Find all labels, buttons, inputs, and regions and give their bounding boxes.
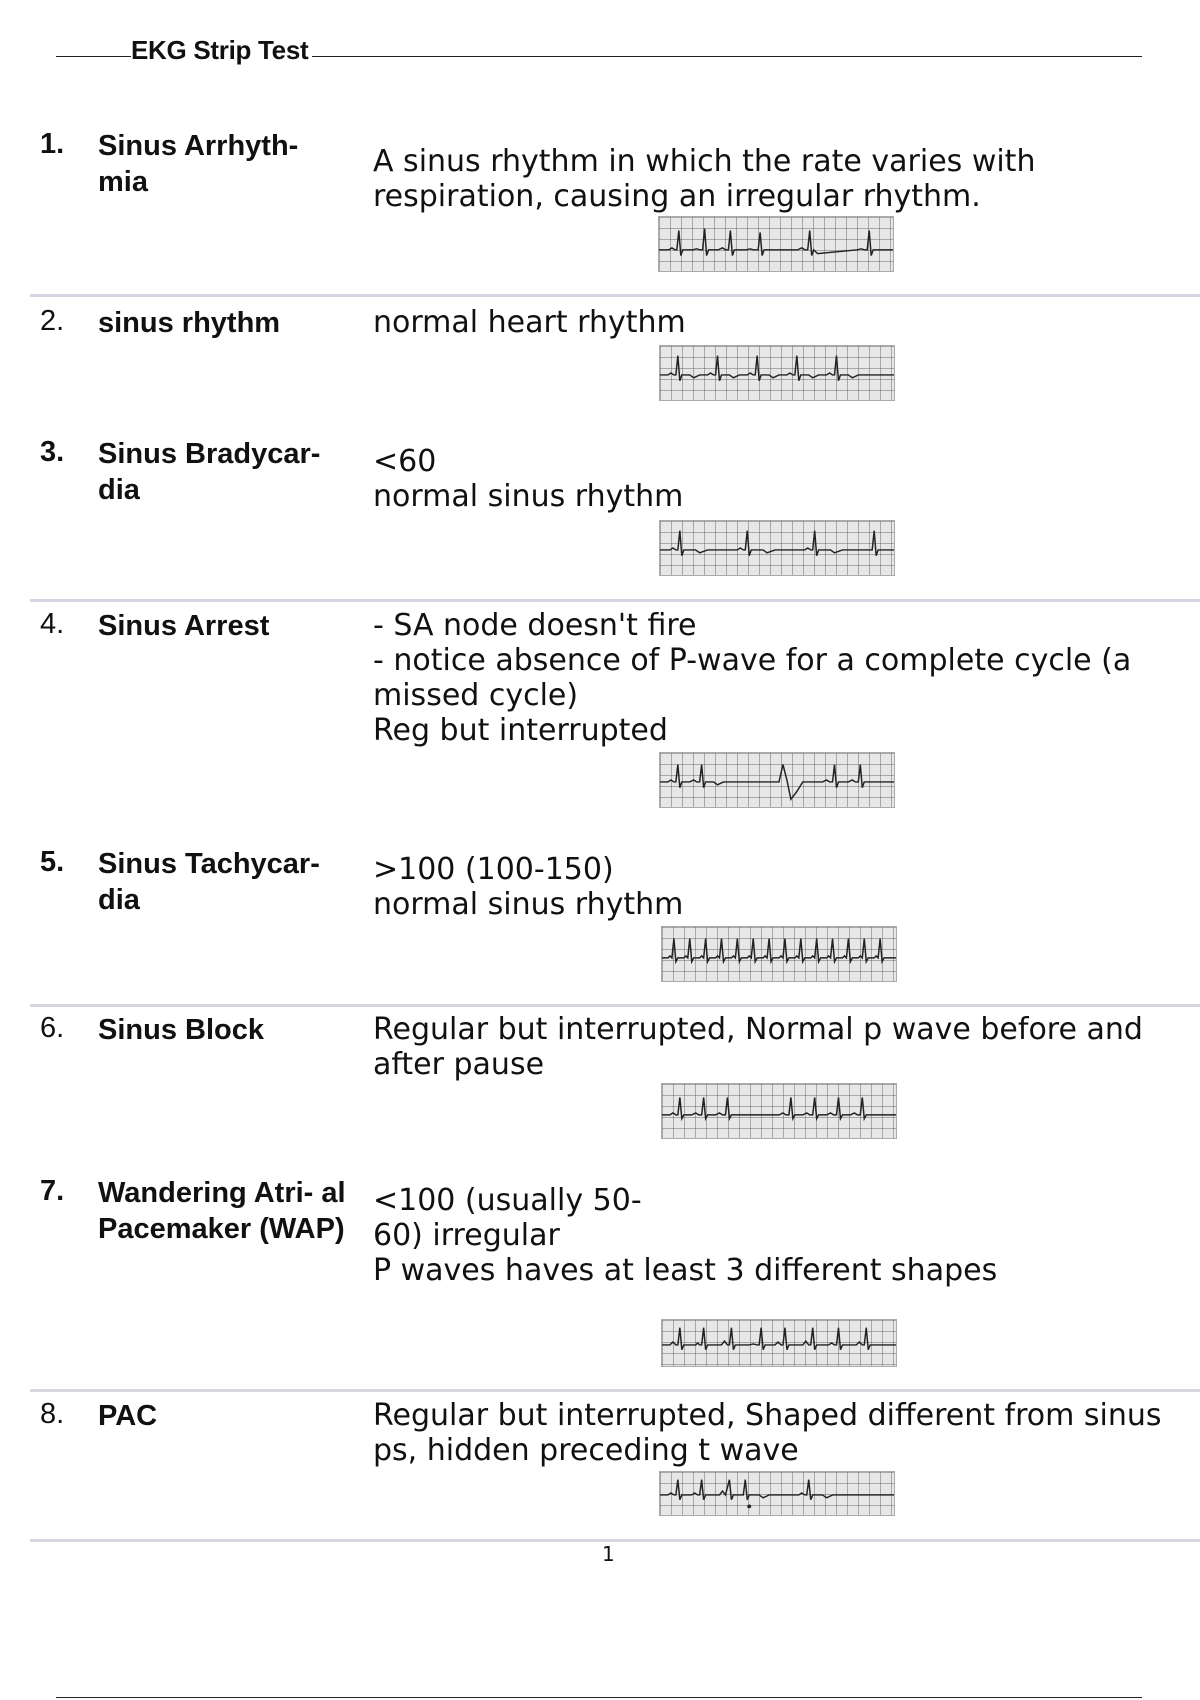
- card-term: Wandering Atri- al Pacemaker (WAP): [98, 1177, 346, 1245]
- card-description: <100 (usually 50- 60) irregular P waves haves at least 3 different shapes: [373, 1183, 998, 1288]
- ekg-strip-image: [661, 1083, 897, 1139]
- ekg-strip-image: [661, 1319, 897, 1367]
- ekg-strip-image: [659, 752, 895, 808]
- divider: [30, 1389, 1200, 1392]
- card-number: 3.: [40, 436, 65, 468]
- card-term: Sinus Arrhyth- mia: [98, 130, 299, 198]
- divider: [30, 599, 1200, 602]
- divider: [30, 294, 1200, 297]
- ekg-strip-image: [659, 345, 895, 401]
- card-term: Sinus Bradycar- dia: [98, 438, 321, 506]
- ekg-strip-image: [659, 1471, 895, 1516]
- card-description: Regular but interrupted, Normal p wave before and after pause: [373, 1012, 1143, 1082]
- card-number: 1.: [40, 128, 65, 160]
- card-description: A sinus rhythm in which the rate varies with respiration, causing an irregular rhythm.: [373, 144, 1036, 214]
- card-description: >100 (100-150) normal sinus rhythm: [373, 852, 684, 922]
- card-term: sinus rhythm: [98, 307, 281, 339]
- document-title: EKG Strip Test: [131, 35, 312, 66]
- card-description: - SA node doesn't fire - notice absence of P-wave for a complete cycle (a missed cycle) Reg but interrupted: [373, 608, 1132, 748]
- divider: [30, 1539, 1200, 1542]
- card-number: 6.: [40, 1012, 65, 1044]
- card-term: PAC: [98, 1400, 158, 1432]
- card-number: 8.: [40, 1398, 65, 1430]
- card-description: Regular but interrupted, Shaped different from sinus ps, hidden preceding t wave: [373, 1398, 1162, 1468]
- card-number: 2.: [40, 305, 65, 337]
- card-term: Sinus Arrest: [98, 610, 270, 642]
- ekg-strip-image: [659, 520, 895, 576]
- card-number: 4.: [40, 608, 65, 640]
- card-description: <60 normal sinus rhythm: [373, 444, 684, 514]
- page-number: 1: [602, 1542, 615, 1566]
- divider: [30, 1004, 1200, 1007]
- ekg-strip-image: [658, 216, 894, 272]
- ekg-strip-image: [661, 926, 897, 982]
- card-description: normal heart rhythm: [373, 305, 686, 340]
- card-number: 7.: [40, 1175, 65, 1207]
- card-term: Sinus Block: [98, 1014, 264, 1046]
- card-number: 5.: [40, 846, 65, 878]
- footer-rule: [56, 1697, 1142, 1698]
- card-term: Sinus Tachycar- dia: [98, 848, 320, 916]
